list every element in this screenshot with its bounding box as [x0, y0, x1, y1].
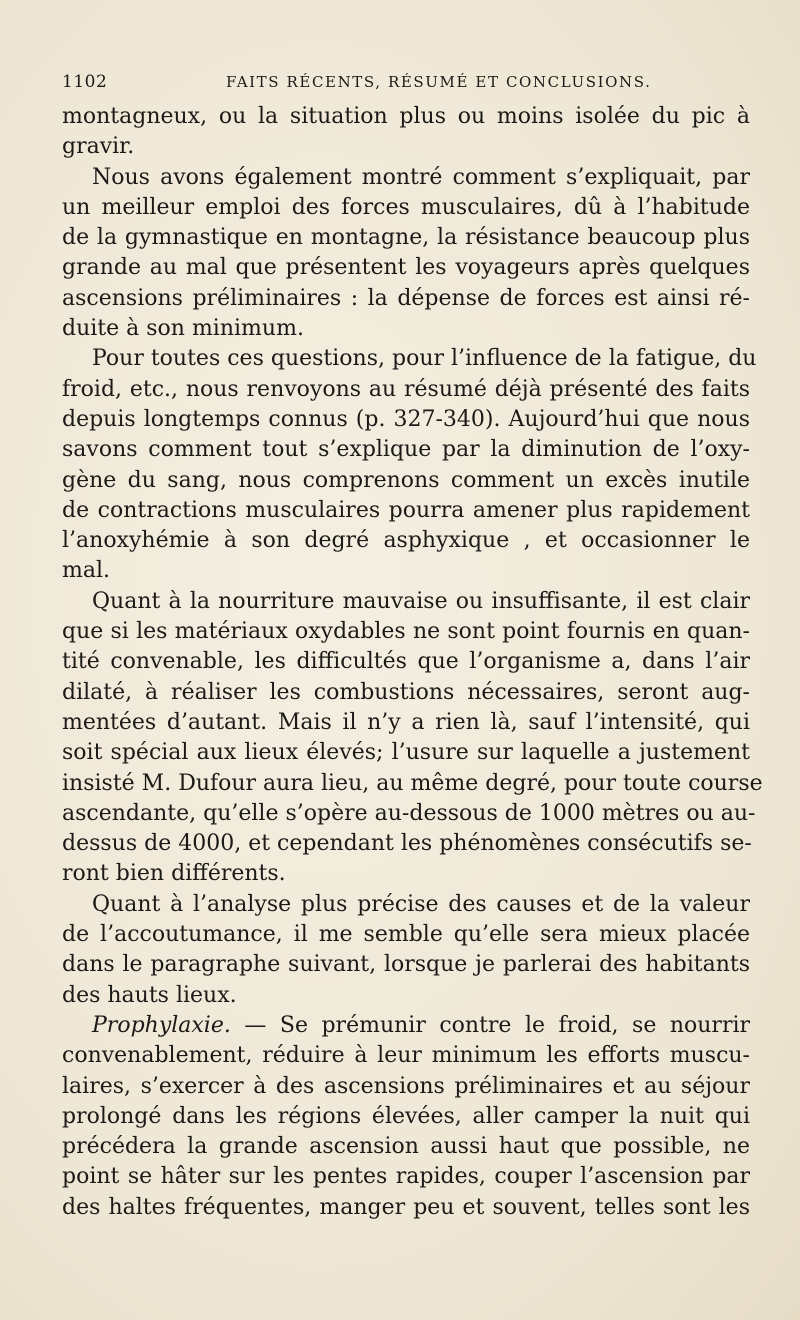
text-line: dilaté, à réaliser les combustions nécessaires, seront aug- — [62, 679, 750, 705]
text-line: dans le paragraphe suivant, lorsque je parlerai des habitants — [62, 952, 750, 978]
page-header — [62, 72, 750, 98]
running-head: FAITS RÉCENTS, RÉSUMÉ ET CONCLUSIONS. — [226, 73, 652, 91]
text-line: de contractions musculaires pourra amener plus rapidement — [62, 497, 750, 523]
text-line: montagneux, ou la situation plus ou moins isolée du pic à — [62, 104, 750, 129]
text-line — [62, 1011, 750, 1041]
text-line: prolongé dans les régions élevées, aller camper la nuit qui — [62, 1103, 750, 1129]
page-number: 1102 — [62, 72, 108, 92]
text-line: mentées d’autant. Mais il n’y a rien là, sauf l’intensité, qui — [62, 709, 750, 735]
section-heading-prophylaxie: Prophylaxie. — [92, 1012, 231, 1038]
text-line-rest: — Se prémunir contre le froid, se nourrir — [244, 1012, 751, 1038]
text-line: gravir. — [62, 134, 135, 160]
text-line: précédera la grande ascension aussi haut que possible, ne — [62, 1134, 750, 1160]
text-line: grande au mal que présentent les voyageurs après quelques — [62, 255, 750, 281]
text-line: savons comment tout s’explique par la diminution de l’oxy- — [62, 437, 750, 463]
text-line: ascendante, qu’elle s’opère au-dessous de 1000 mètres ou au- — [62, 800, 756, 826]
text-line: un meilleur emploi des forces musculaires, dû à l’habitude — [62, 194, 750, 220]
text-line: point se hâter sur les pentes rapides, couper l’ascension par — [62, 1164, 750, 1190]
text-line: soit spécial aux lieux élevés; l’usure sur laquelle a justement — [62, 740, 750, 766]
text-line: Pour toutes ces questions, pour l’influence de la fatigue, du — [92, 346, 757, 372]
text-line: que si les matériaux oxydables ne sont point fournis en quan- — [62, 619, 750, 645]
text-line: des haltes fréquentes, manger peu et souvent, telles sont les — [62, 1194, 750, 1220]
body-text — [62, 102, 763, 1223]
text-line: froid, etc., nous renvoyons au résumé déjà présenté des faits — [62, 376, 750, 402]
text-line: Quant à l’analyse plus précise des causes et de la valeur — [92, 891, 750, 917]
text-line: gène du sang, nous comprenons comment un excès inutile — [62, 467, 750, 493]
text-line: mal. — [62, 558, 111, 584]
text-line: ront bien différents. — [62, 861, 286, 887]
text-line: l’anoxyhémie à son degré asphyxique , et occasionner le — [62, 528, 750, 554]
text-line: depuis longtemps connus (p. 327-340). Aujourd’hui que nous — [62, 406, 750, 432]
text-line: tité convenable, les difficultés que l’organisme a, dans l’air — [62, 649, 750, 675]
text-line: de la gymnastique en montagne, la résistance beaucoup plus — [62, 225, 750, 251]
text-line: Nous avons également montré comment s’expliquait, par — [92, 164, 750, 190]
text-line: ascensions préliminaires : la dépense de forces est ainsi ré- — [62, 285, 750, 311]
text-line: de l’accoutumance, il me semble qu’elle sera mieux placée — [62, 922, 750, 948]
text-line: convenablement, réduire à leur minimum les efforts muscu- — [62, 1043, 750, 1069]
text-line: duite à son minimum. — [62, 316, 304, 342]
text-line: insisté M. Dufour aura lieu, au même degré, pour toute course — [62, 770, 763, 796]
text-line: dessus de 4000, et cependant les phénomènes consécutifs se- — [62, 831, 752, 857]
text-line: Quant à la nourriture mauvaise ou insuffisante, il est clair — [92, 588, 750, 614]
text-line: des hauts lieux. — [62, 982, 237, 1008]
text-line: laires, s’exercer à des ascensions préliminaires et au séjour — [62, 1073, 750, 1099]
